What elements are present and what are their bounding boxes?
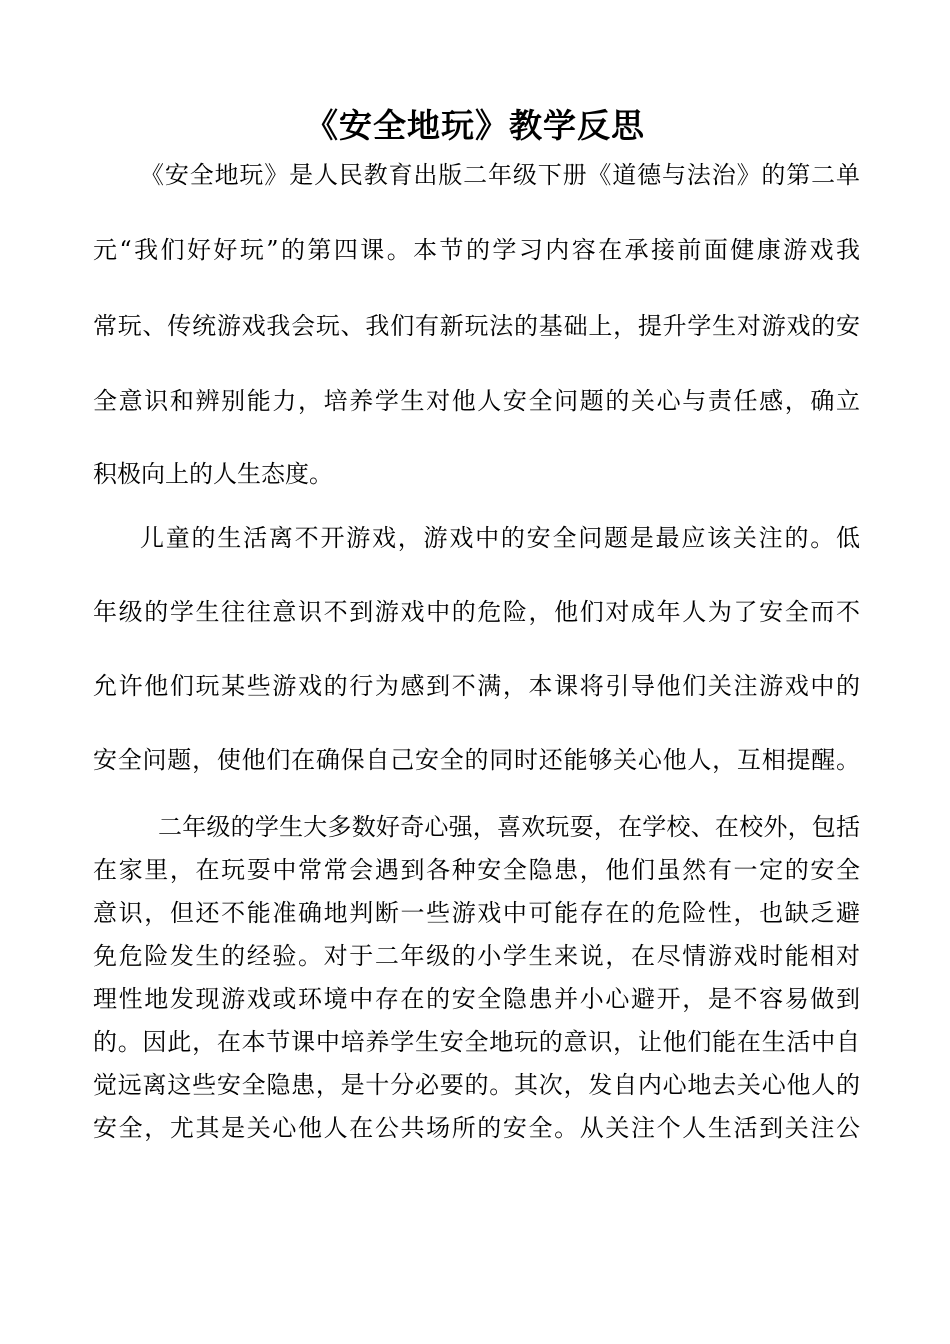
document-title: 《安全地玩》教学反思 bbox=[305, 106, 645, 145]
paragraph-3-line-1: 二年级的学生大多数好奇心强，喜欢玩耍，在学校、在校外，包括 bbox=[158, 813, 860, 841]
paragraph-3-line-6: 的。因此，在本节课中培养学生安全地玩的意识，让他们能在生活中自 bbox=[93, 1028, 860, 1056]
paragraph-1-line-2: 元“我们好好玩”的第四课。本节的学习内容在承接前面健康游戏我 bbox=[93, 236, 860, 264]
paragraph-1-line-5: 积极向上的人生态度。 bbox=[93, 460, 333, 488]
paragraph-2-line-2: 年级的学生往往意识不到游戏中的危险，他们对成年人为了安全而不 bbox=[93, 598, 860, 626]
paragraph-3-line-4: 免危险发生的经验。对于二年级的小学生来说，在尽情游戏时能相对 bbox=[93, 942, 860, 970]
paragraph-1-line-3: 常玩、传统游戏我会玩、我们有新玩法的基础上，提升学生对游戏的安 bbox=[93, 312, 860, 340]
paragraph-2-line-3: 允许他们玩某些游戏的行为感到不满，本课将引导他们关注游戏中的 bbox=[93, 672, 860, 700]
paragraph-3-line-3: 意识，但还不能准确地判断一些游戏中可能存在的危险性，也缺乏避 bbox=[93, 899, 860, 927]
paragraph-3-line-2: 在家里，在玩耍中常常会遇到各种安全隐患，他们虽然有一定的安全 bbox=[93, 856, 860, 884]
paragraph-2-line-1: 儿童的生活离不开游戏，游戏中的安全问题是最应该关注的。低 bbox=[140, 524, 860, 552]
paragraph-3-line-5: 理性地发现游戏或环境中存在的安全隐患并小心避开，是不容易做到 bbox=[93, 985, 860, 1013]
paragraph-1-line-1: 《安全地玩》是人民教育出版二年级下册《道德与法治》的第二单 bbox=[140, 161, 860, 189]
paragraph-1-line-4: 全意识和辨别能力，培养学生对他人安全问题的关心与责任感，确立 bbox=[93, 387, 860, 415]
paragraph-3-line-7: 觉远离这些安全隐患，是十分必要的。其次，发自内心地去关心他人的 bbox=[93, 1071, 860, 1099]
paragraph-3-line-8: 安全，尤其是关心他人在公共场所的安全。从关注个人生活到关注公 bbox=[93, 1114, 860, 1142]
paragraph-2-line-4: 安全问题，使他们在确保自己安全的同时还能够关心他人，互相提醒。 bbox=[93, 746, 860, 774]
